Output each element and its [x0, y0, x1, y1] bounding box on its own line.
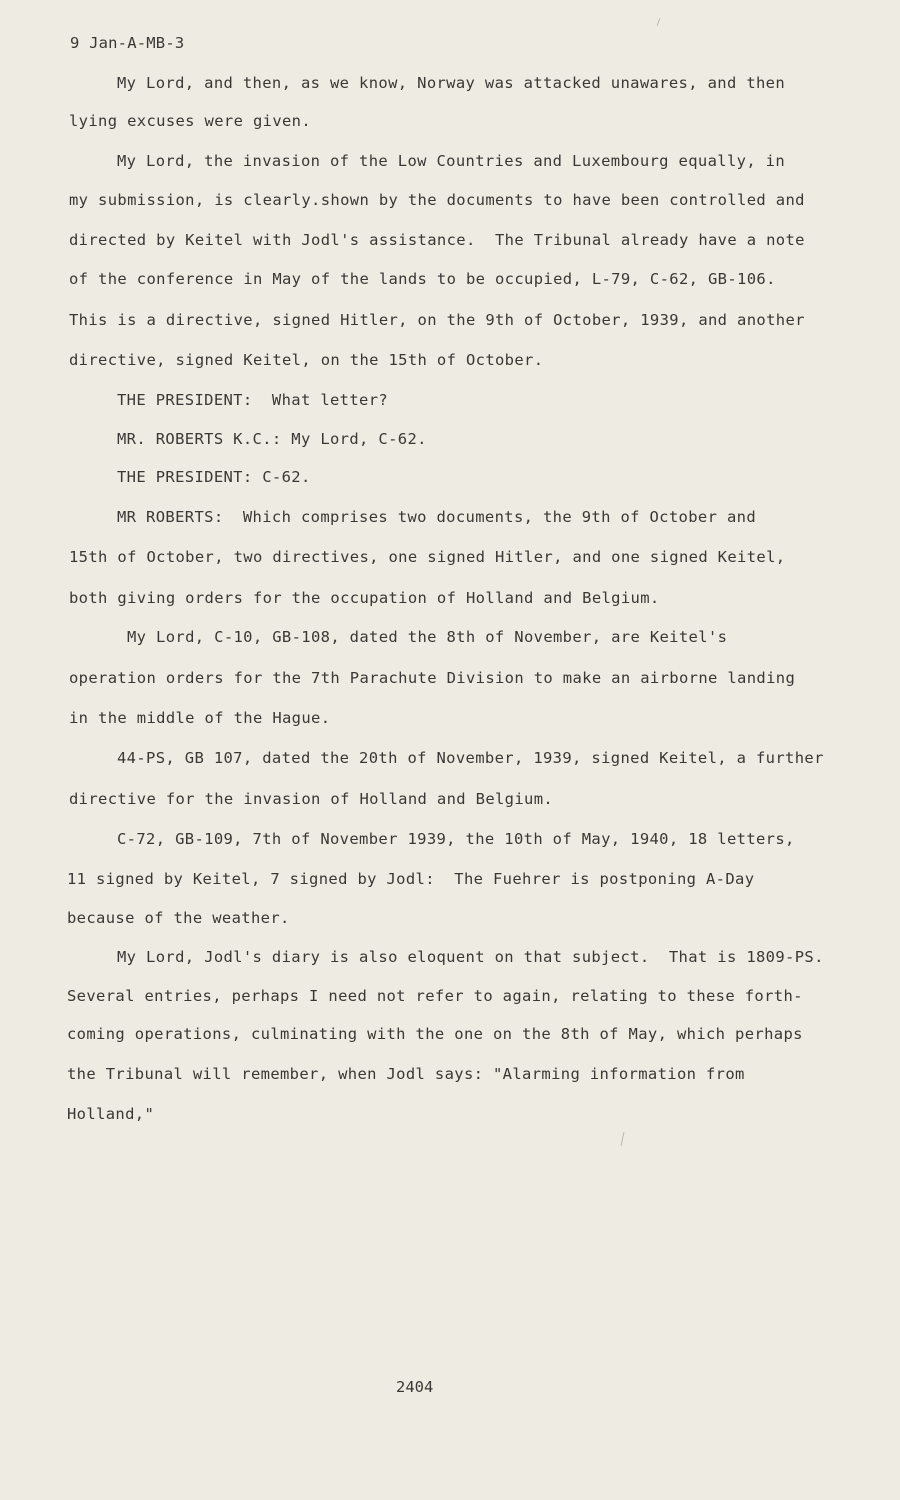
text-line: C-72, GB-109, 7th of November 1939, the 10th of May, 1940, 18 letters,	[117, 830, 795, 848]
paper-scratch-mark	[621, 1132, 625, 1146]
text-line: operation orders for the 7th Parachute Division to make an airborne landing	[69, 669, 796, 687]
text-line: THE PRESIDENT: What letter?	[117, 391, 389, 409]
text-line: My Lord, Jodl's diary is also eloquent on that subject. That is 1809-PS.	[117, 948, 824, 966]
text-line: of the conference in May of the lands to be occupied, L-79, C-62, GB-106.	[69, 270, 776, 288]
text-line: 15th of October, two directives, one signed Hitler, and one signed Keitel,	[69, 548, 786, 566]
text-line: lying excuses were given.	[69, 112, 312, 130]
text-line: This is a directive, signed Hitler, on the 9th of October, 1939, and another	[69, 311, 805, 329]
document-reference: 9 Jan-A-MB-3	[70, 34, 185, 52]
text-line: coming operations, culminating with the one on the 8th of May, which perhaps	[67, 1025, 803, 1043]
text-line: because of the weather.	[67, 909, 290, 927]
text-line: My Lord, the invasion of the Low Countries and Luxembourg equally, in	[117, 152, 786, 170]
text-line: My Lord, and then, as we know, Norway was attacked unawares, and then	[117, 74, 786, 92]
text-line: directed by Keitel with Jodl's assistance. The Tribunal already have a note	[69, 231, 805, 249]
text-line: MR ROBERTS: Which comprises two documents, the 9th of October and	[117, 508, 756, 526]
paper-scratch-mark	[657, 18, 661, 26]
text-line: my submission, is clearly.shown by the documents to have been controlled and	[69, 191, 805, 209]
text-line: My Lord, C-10, GB-108, dated the 8th of November, are Keitel's	[127, 628, 728, 646]
text-line: the Tribunal will remember, when Jodl says: "Alarming information from	[67, 1065, 745, 1083]
text-line: both giving orders for the occupation of Holland and Belgium.	[69, 589, 660, 607]
page-number: 2404	[396, 1378, 434, 1396]
text-line: directive for the invasion of Holland and Belgium.	[69, 790, 554, 808]
text-line: 11 signed by Keitel, 7 signed by Jodl: The Fuehrer is postponing A-Day	[67, 870, 755, 888]
text-line: Several entries, perhaps I need not refer to again, relating to these forth-	[67, 987, 803, 1005]
text-line: MR. ROBERTS K.C.: My Lord, C-62.	[117, 430, 427, 448]
text-line: Holland,"	[67, 1105, 155, 1123]
text-line: THE PRESIDENT: C-62.	[117, 468, 311, 486]
text-line: 44-PS, GB 107, dated the 20th of November, 1939, signed Keitel, a further	[117, 749, 824, 767]
text-line: directive, signed Keitel, on the 15th of October.	[69, 351, 544, 369]
text-line: in the middle of the Hague.	[69, 709, 331, 727]
